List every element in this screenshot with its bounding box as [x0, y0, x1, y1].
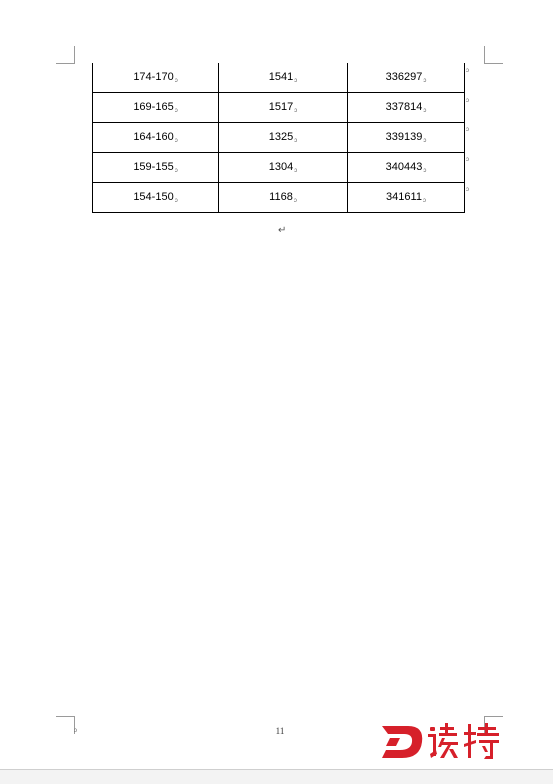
- cell-text: 159-155: [133, 161, 174, 173]
- cell-end-mark: ↄ: [174, 168, 178, 174]
- cell-end-mark: ↄ: [174, 198, 178, 204]
- table-cell-count[interactable]: [219, 93, 348, 123]
- cell-end-mark: ↄ: [174, 108, 178, 114]
- cell-end-mark: ↄ: [294, 138, 298, 144]
- cell-text: 154-150: [133, 191, 174, 203]
- row-end-mark: ↄ: [466, 127, 469, 133]
- table-cell-total[interactable]: [348, 183, 465, 213]
- row-end-mark: ↄ: [466, 98, 469, 104]
- table-row: [93, 123, 465, 153]
- table-row: [93, 93, 465, 123]
- table-cell-range[interactable]: [93, 93, 219, 123]
- data-table: [92, 63, 465, 213]
- cell-text: 337814: [385, 101, 423, 113]
- cell-text: 174-170: [133, 71, 174, 83]
- cell-end-mark: ↄ: [174, 138, 178, 144]
- table-cell-count[interactable]: [219, 153, 348, 183]
- cell-text: 336297: [385, 71, 423, 83]
- cell-end-mark: ↄ: [423, 108, 427, 114]
- cell-text: 339139: [385, 131, 423, 143]
- table-cell-count[interactable]: [219, 183, 348, 213]
- window-bottom-strip: [0, 769, 553, 784]
- cell-text: 1304: [268, 161, 294, 173]
- cell-text: 169-165: [133, 101, 174, 113]
- table-cell-range[interactable]: [93, 183, 219, 213]
- cell-text: 1168: [269, 191, 293, 203]
- cell-end-mark: ↄ: [293, 198, 297, 204]
- cell-end-mark: ↄ: [423, 168, 427, 174]
- table-row: [93, 153, 465, 183]
- page-number: 11: [275, 726, 285, 736]
- table-cell-total[interactable]: [348, 93, 465, 123]
- table-cell-range[interactable]: [93, 153, 219, 183]
- footer-paragraph-mark: ↄ: [74, 728, 77, 734]
- cell-text: 1541: [268, 71, 294, 83]
- cell-text: 340443: [385, 161, 423, 173]
- row-end-mark: ↄ: [466, 68, 469, 74]
- cell-end-mark: ↄ: [294, 168, 298, 174]
- table-cell-count[interactable]: [219, 63, 348, 93]
- table-row: [93, 63, 465, 93]
- row-end-mark: ↄ: [466, 157, 469, 163]
- cell-end-mark: ↄ: [294, 78, 298, 84]
- table-cell-count[interactable]: [219, 123, 348, 153]
- table-row: [93, 183, 465, 213]
- table-cell-total[interactable]: [348, 123, 465, 153]
- table-cell-total[interactable]: [348, 153, 465, 183]
- cell-end-mark: ↄ: [174, 78, 178, 84]
- cell-text: 164-160: [133, 131, 174, 143]
- cell-text: 341611: [386, 191, 422, 203]
- cell-end-mark: ↄ: [423, 78, 427, 84]
- paragraph-mark[interactable]: ↵: [278, 225, 287, 236]
- table-cell-total[interactable]: [348, 63, 465, 93]
- row-end-mark: ↄ: [466, 187, 469, 193]
- cell-end-mark: ↄ: [422, 198, 426, 204]
- table-cell-range[interactable]: [93, 123, 219, 153]
- cell-end-mark: ↄ: [294, 108, 298, 114]
- dute-logo: [378, 718, 508, 766]
- cell-end-mark: ↄ: [423, 138, 427, 144]
- cell-text: 1325: [268, 131, 294, 143]
- table-cell-range[interactable]: [93, 63, 219, 93]
- cell-text: 1517: [268, 101, 294, 113]
